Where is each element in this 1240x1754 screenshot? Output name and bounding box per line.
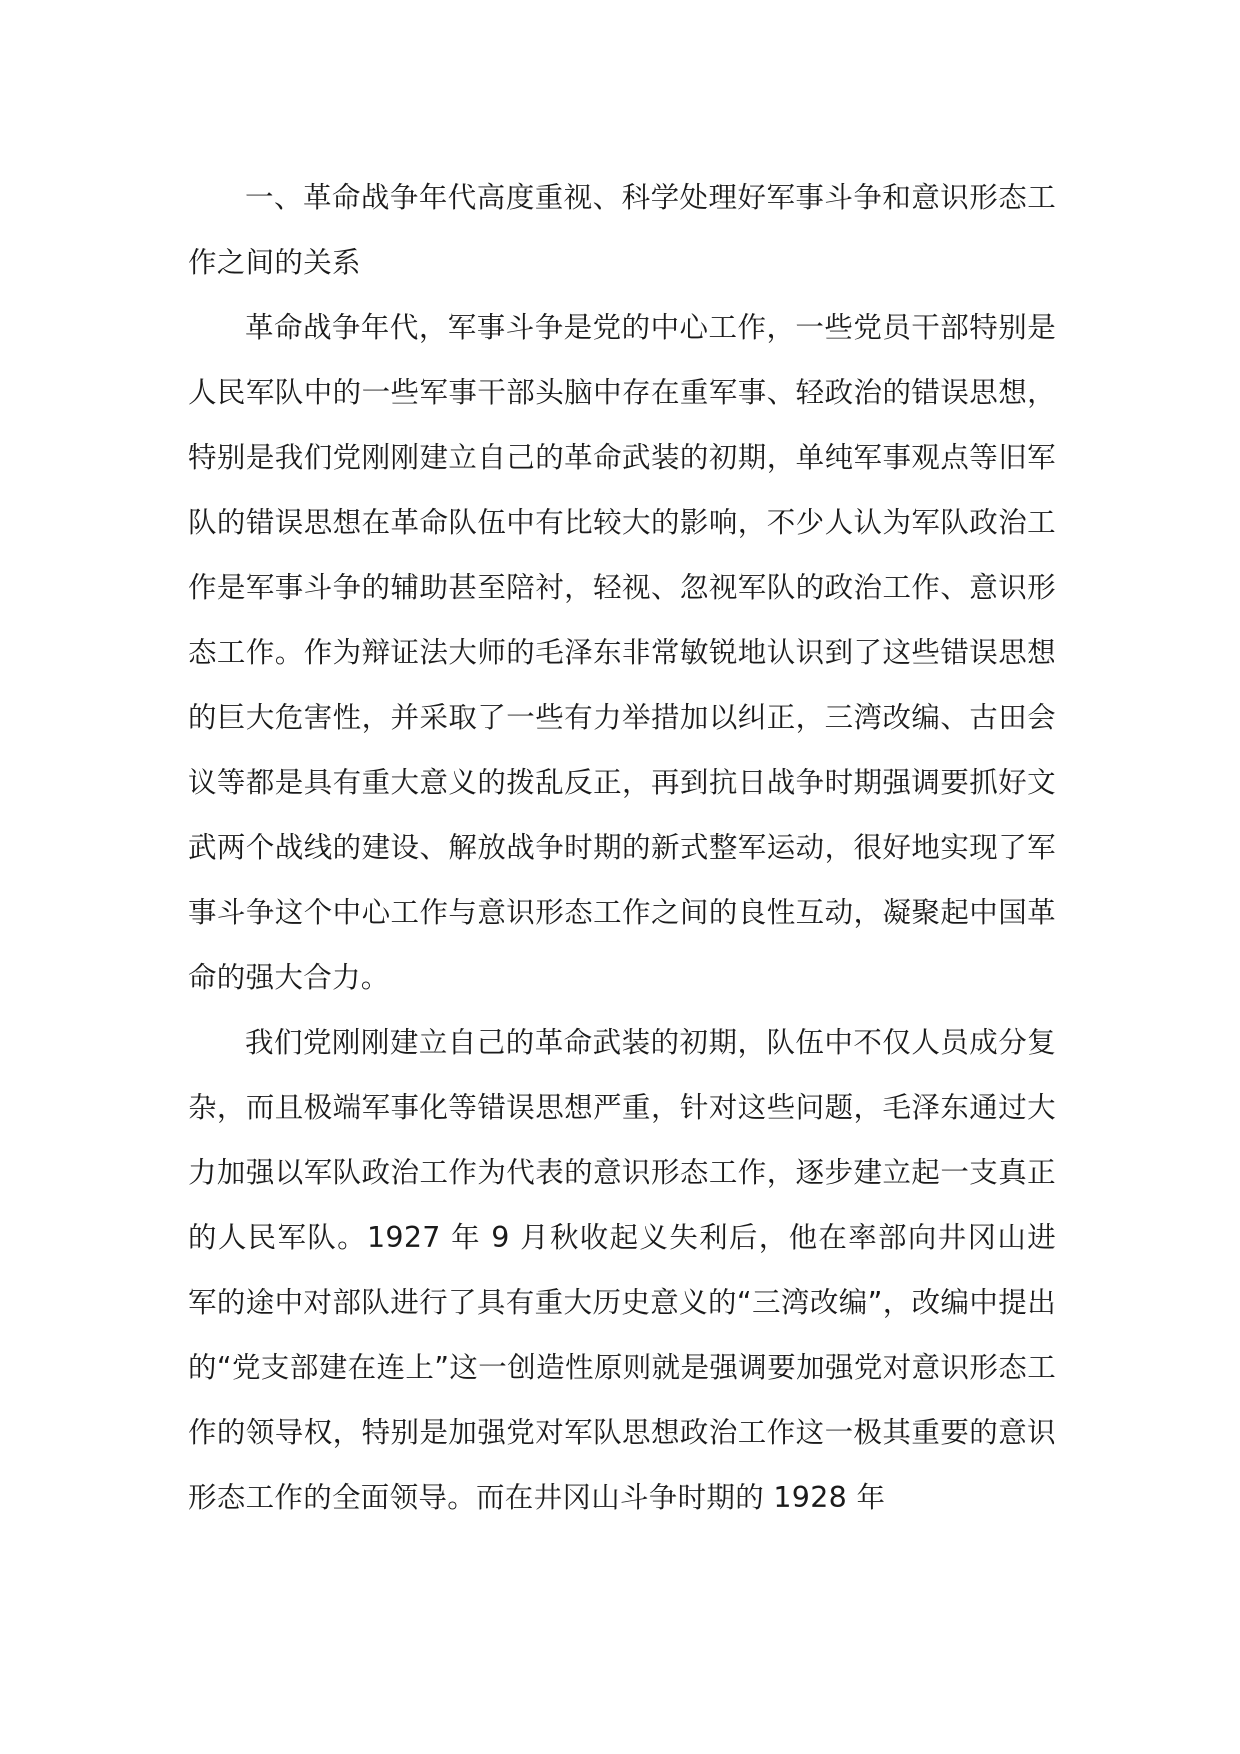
document-page	[188, 165, 1056, 1530]
section-heading: 一、革命战争年代高度重视、科学处理好军事斗争和意识形态工作之间的关系	[188, 181, 1056, 279]
body-paragraph-1: 革命战争年代，军事斗争是党的中心工作，一些党员干部特别是人民军队中的一些军事干部头脑中存在重军事、轻政治的错误思想，特别是我们党刚刚建立自己的革命武装的初期，单纯军事观点等旧军队的错误思想在革命队伍中有比较大的影响，不少人认为军队政治工作是军事斗争的辅助甚至陪衬，轻视、忽视军队的政治工作、意识形态工作。作为辩证法大师的毛泽东非常敏锐地认识到了这些错误思想的巨大危害性，并采取了一些有力举措加以纠正，三湾改编、古田会议等都是具有重大意义的拨乱反正，再到抗日战争时期强调要抓好文武两个战线的建设、解放战争时期的新式整军运动，很好地实现了军事斗争这个中心工作与意识形态工作之间的良性互动，凝聚起中国革命的强大合力。	[188, 311, 1056, 994]
body-paragraph-2: 我们党刚刚建立自己的革命武装的初期，队伍中不仅人员成分复杂，而且极端军事化等错误思想严重，针对这些问题，毛泽东通过大力加强以军队政治工作为代表的意识形态工作，逐步建立起一支真正的人民军队。1927 年 9 月秋收起义失利后，他在率部向井冈山进军的途中对部队进行了具有重大历史意义的“三湾改编”，改编中提出的“党支部建在连上”这一创造性原则就是强调要加强党对意识形态工作的领导权，特别是加强党对军队思想政治工作这一极其重要的意识形态工作的全面领导。而在井冈山斗争时期的 1928 年	[188, 1026, 1056, 1514]
